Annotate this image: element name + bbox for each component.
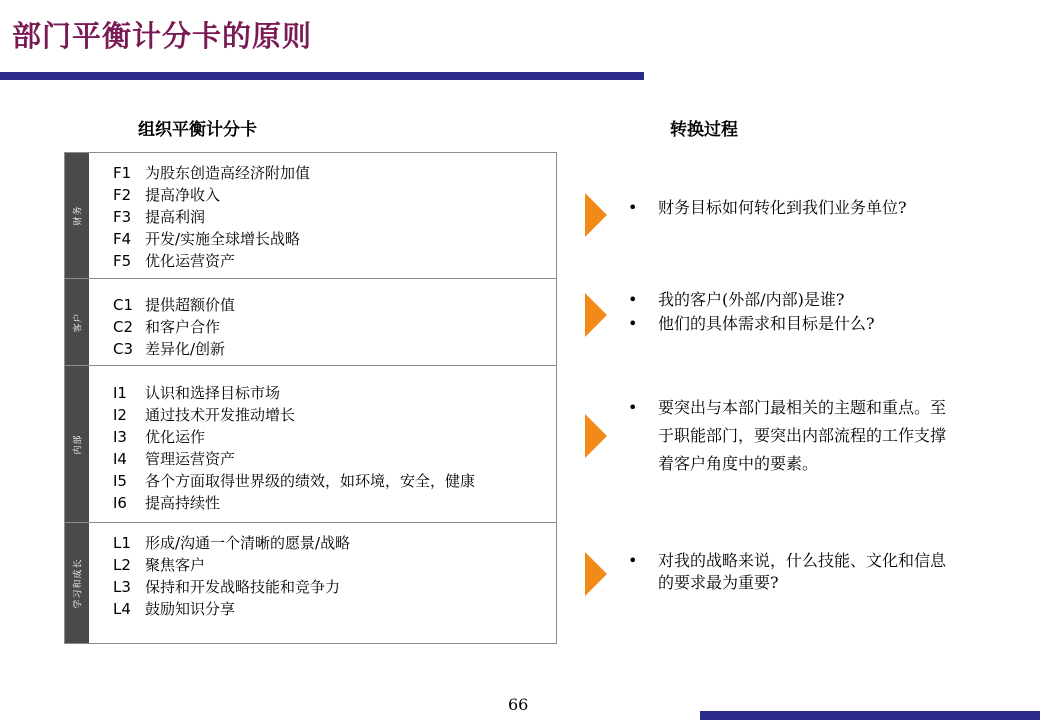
item-text: 提高利润: [145, 208, 206, 226]
bullet-text: 财务目标如何转化到我们业务单位?: [658, 198, 907, 217]
page-number: 66: [508, 695, 529, 714]
scorecard-item: [113, 206, 310, 228]
section-financial: [65, 153, 556, 278]
scorecard-item: [113, 598, 350, 620]
bullet-item: [628, 288, 875, 312]
item-code: I5: [113, 472, 127, 490]
scorecard-item: [113, 470, 475, 492]
item-text: 为股东创造高经济附加值: [145, 164, 311, 182]
scorecard-item: [113, 404, 475, 426]
bullet-text: 他们的具体需求和目标是什么?: [658, 314, 875, 333]
item-text: 形成/沟通一个清晰的愿景/战略: [145, 534, 351, 552]
item-text: 鼓励知识分享: [145, 600, 236, 618]
bullet-item: [628, 196, 907, 220]
section-side-label-bar: [65, 153, 89, 278]
section-items: [113, 162, 310, 272]
item-text: 提高净收入: [145, 186, 221, 204]
arrow-icon: [585, 293, 607, 337]
item-text: 各个方面取得世界级的绩效，如环境，安全，健康: [145, 472, 476, 490]
item-text: 和客户合作: [145, 318, 221, 336]
bullet-icon: •: [628, 398, 638, 417]
scorecard-item: [113, 294, 235, 316]
section-side-label-bar: [65, 279, 89, 365]
question-block-learning: [628, 550, 958, 594]
section-internal: [65, 365, 556, 522]
item-code: F1: [113, 164, 132, 182]
scorecard-item: [113, 184, 310, 206]
item-text: 管理运营资产: [145, 450, 236, 468]
bullet-icon: •: [628, 290, 638, 309]
item-code: I4: [113, 450, 127, 468]
section-side-label: 内部: [73, 433, 84, 455]
item-code: F5: [113, 252, 132, 270]
arrow-icon: [585, 414, 607, 458]
scorecard-item: [113, 382, 475, 404]
item-code: L4: [113, 600, 131, 618]
section-learning-growth: [65, 522, 556, 643]
item-code: I1: [113, 384, 127, 402]
question-block-internal: [628, 394, 958, 478]
item-code: L1: [113, 534, 131, 552]
item-text: 通过技术开发推动增长: [145, 406, 296, 424]
bullet-icon: •: [628, 198, 638, 217]
section-items: [113, 294, 235, 360]
item-code: C1: [113, 296, 134, 314]
bullet-item: [628, 312, 875, 336]
page-title: 部门平衡计分卡的原则: [12, 19, 313, 53]
section-side-label: 客户: [73, 311, 84, 333]
item-text: 认识和选择目标市场: [145, 384, 281, 402]
item-code: I3: [113, 428, 127, 446]
item-text: 聚焦客户: [145, 556, 206, 574]
item-text: 保持和开发战略技能和竞争力: [145, 578, 341, 596]
item-text: 优化运作: [145, 428, 206, 446]
scorecard-item: [113, 492, 475, 514]
item-code: C2: [113, 318, 134, 336]
scorecard-item: [113, 426, 475, 448]
left-column-header: 组织平衡计分卡: [138, 120, 257, 140]
bullet-item: [628, 394, 958, 478]
item-text: 优化运营资产: [145, 252, 236, 270]
item-text: 提高持续性: [145, 494, 221, 512]
section-items: [113, 382, 475, 514]
item-code: C3: [113, 340, 134, 358]
section-side-label-bar: [65, 523, 89, 643]
item-code: F4: [113, 230, 132, 248]
bullet-item: [628, 550, 958, 594]
item-code: F3: [113, 208, 132, 226]
item-text: 提供超额价值: [145, 296, 236, 314]
bullet-icon: •: [628, 314, 638, 333]
item-code: L2: [113, 556, 131, 574]
scorecard-item: [113, 532, 350, 554]
scorecard-item: [113, 554, 350, 576]
right-column-header: 转换过程: [670, 120, 738, 140]
scorecard-table: [64, 152, 557, 644]
arrow-icon: [585, 552, 607, 596]
question-block-customer: [628, 288, 875, 336]
scorecard-item: [113, 228, 310, 250]
item-text: 开发/实施全球增长战略: [145, 230, 301, 248]
item-code: I2: [113, 406, 127, 424]
section-items: [113, 532, 350, 620]
bottom-accent-bar: [700, 711, 1040, 720]
item-code: I6: [113, 494, 127, 512]
scorecard-item: [113, 162, 310, 184]
section-side-label: 学习和成长: [73, 557, 84, 609]
item-text: 差异化/创新: [145, 340, 226, 358]
arrow-icon: [585, 193, 607, 237]
item-code: L3: [113, 578, 131, 596]
title-underline-bar: [0, 72, 644, 80]
scorecard-item: [113, 338, 235, 360]
bullet-icon: •: [628, 551, 638, 570]
section-side-label-bar: [65, 366, 89, 522]
section-customer: [65, 278, 556, 365]
item-code: F2: [113, 186, 132, 204]
bullet-text: 我的客户(外部/内部)是谁?: [658, 290, 845, 309]
bullet-text: 要突出与本部门最相关的主题和重点。至于职能部门，要突出内部流程的工作支撑着客户角度中的要素。: [658, 398, 947, 473]
scorecard-item: [113, 316, 235, 338]
section-side-label: 财务: [73, 205, 84, 226]
scorecard-item: [113, 250, 310, 272]
bullet-text: 对我的战略来说，什么技能、文化和信息的要求最为重要?: [658, 551, 947, 592]
scorecard-item: [113, 576, 350, 598]
scorecard-item: [113, 448, 475, 470]
question-block-financial: [628, 196, 907, 220]
